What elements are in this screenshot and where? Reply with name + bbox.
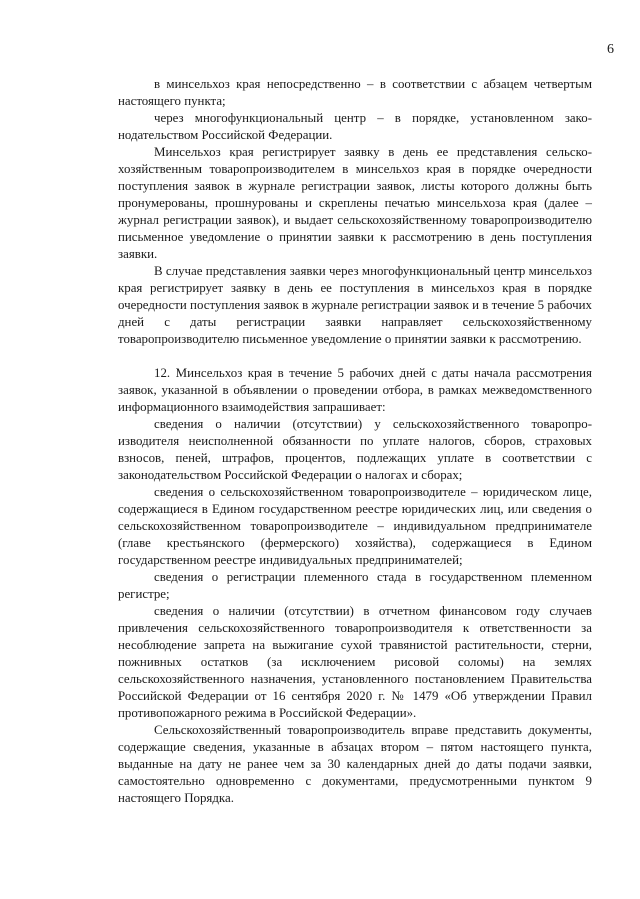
paragraph: 12. Минсельхоз края в течение 5 рабочих дней с даты начала рассмотрения заявок, указанной в объявлении о проведении отбора, в рамках межведомственного информационного взаимодействия запрашивает: [118,366,592,414]
paragraph: Сельскохозяйственный товаропроизводитель вправе представить документы, содержащие сведения, указанные в абзацах втором – пятом настоящего пункта, выданные на дату не ранее чем за 30 календарных дней до даты подачи заявки, самостоятельно одновременно с документами, предусмотренными пунктом 9 настоящего Порядка. [118,723,592,805]
paragraph: сведения о сельскохозяйственном товаропроизводителе – юридическом лице, содержащиеся в Едином государственном реестре юридических лиц, или сведения о сельскохозяйственном товаропроизводителе – индивидуальном предпринимателе (главе крестьянского (фермерского) хозяйства), содержащиеся в Едином государственном реестре индивидуальных предпринимателей; [118,485,592,567]
document-body [118,76,592,807]
paragraph: сведения о регистрации племенного стада в государственном племенном регистре; [118,570,592,601]
paragraph: сведения о наличии (отсутствии) в отчетном финансовом году случаев привлечения сельскохозяйственного товаропроизводителя к ответственности за несоблюдение запрета на выжигание сухой травянистой растительности, стерни, пожнивных остатков (за исключением рисовой соломы) на землях сельскохозяйственного назначения, установленного постановлением Правительства Российской Федерации от 16 сентября 2020 г. № 1479 «Об утверждении Правил противопожарного режима в Российской Федерации». [118,604,592,720]
paragraph: сведения о наличии (отсутствии) у сельскохозяйственного товаропроизводителя неисполненной обязанности по уплате налогов, сборов, страховых взносов, пеней, штрафов, процентов, подлежащих уплате в соответствии с законодательством Российской Федерации о налогах и сборах; [118,417,592,482]
paragraph: через многофункциональный центр – в порядке, установленном законодательством Российской Федерации. [118,111,592,142]
page-number: 6 [607,42,614,57]
paragraph: в минсельхоз края непосредственно – в соответствии с абзацем четвертым настоящего пункта; [118,77,592,108]
paragraph: Минсельхоз края регистрирует заявку в день ее представления сельскохозяйственным товаропроизводителем в минсельхоз края в порядке очередности поступления заявок в журнале регистрации заявок, листы которого должны быть пронумерованы, прошнурованы и скреплены печатью минсельхоза края (далее – журнал регистрации заявок), и выдает сельскохозяйственному товаропроизводителю письменное уведомление о принятии заявки к рассмотрению в день поступления заявки. [118,145,592,261]
paragraph: В случае представления заявки через многофункциональный центр минсельхоз края регистрирует заявку в день ее поступления в минсельхоз края в порядке очередности поступления заявок в журнале регистрации заявок и в течение 5 рабочих дней с даты регистрации заявки направляет сельскохозяйственному товаропроизводителю письменное уведомление о принятии заявки к рассмотрению. [118,264,592,346]
